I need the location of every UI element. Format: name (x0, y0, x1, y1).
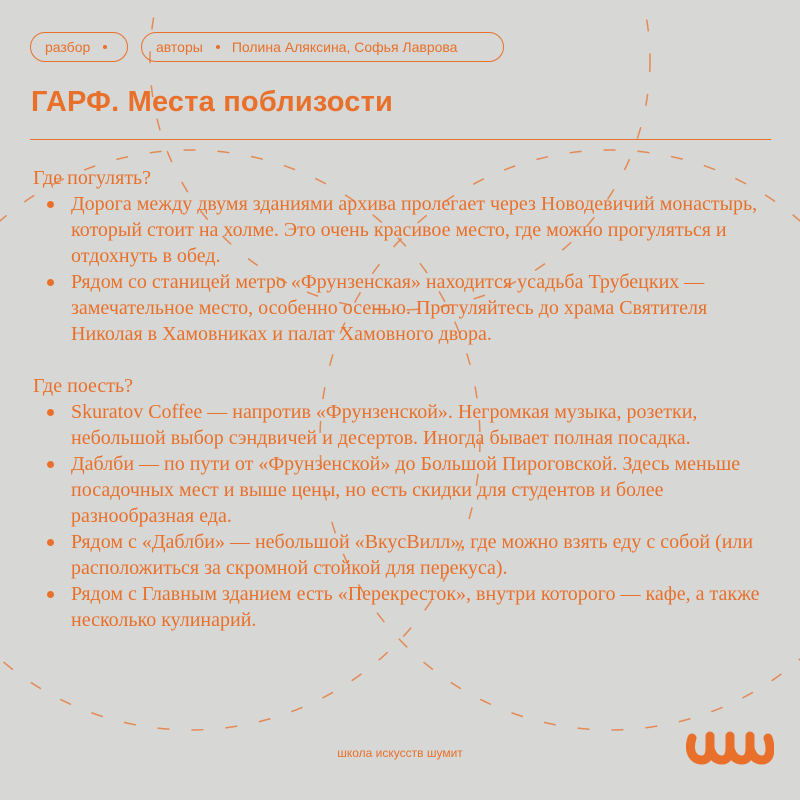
list-item: Skuratov Coffee — напротив «Фрунзенской». Негромкая музыка, розетки, небольшой выбор сэндвичей и десертов. Иногда бывает полная посадка. (33, 399, 773, 451)
section-gap (33, 347, 773, 373)
eat-list (33, 399, 773, 633)
section-heading-eat: Где поесть? (33, 375, 134, 397)
category-pill (30, 32, 128, 62)
school-logo (686, 724, 774, 772)
authors-label: авторы (156, 39, 203, 55)
list-item: Рядом с «Даблби» — небольшой «ВкусВилл», где можно взять еду с собой (или расположиться за скромной стойкой для перекуса). (33, 529, 773, 581)
section-heading-walk: Где погулять? (33, 167, 152, 189)
category-label: разбор (45, 39, 91, 55)
title-divider (30, 139, 771, 140)
dot-separator (103, 45, 107, 49)
list-item: Рядом с Главным зданием есть «Перекресток», внутри которого — кафе, а также несколько кулинарий. (33, 581, 773, 633)
walk-list (33, 191, 773, 347)
list-item: Рядом со станицей метро «Фрунзенская» находится усадьба Трубецких — замечательное место, особенно осенью. Прогуляйтесь до храма Святителя Николая в Хамовниках и палат Хамовного двора. (33, 269, 773, 347)
authors-names: Полина Аляксина, Софья Лаврова (231, 39, 458, 55)
page-title: ГАРФ. Места поблизости (31, 86, 394, 118)
authors-pill (141, 32, 504, 62)
footer-text: школа искусств шумит (337, 746, 463, 760)
list-item: Дорога между двумя зданиями архива пролегает через Новодевичий монастырь, который стоит на холме. Это очень красивое место, где можно прогуляться и отдохнуть в обед. (33, 191, 773, 269)
article-body (33, 165, 773, 633)
list-item: Даблби — по пути от «Фрунзенской» до Большой Пироговской. Здесь меньше посадочных мест и выше цены, но есть скидки для студентов и более разнообразная еда. (33, 451, 773, 529)
dot-separator (216, 45, 220, 49)
